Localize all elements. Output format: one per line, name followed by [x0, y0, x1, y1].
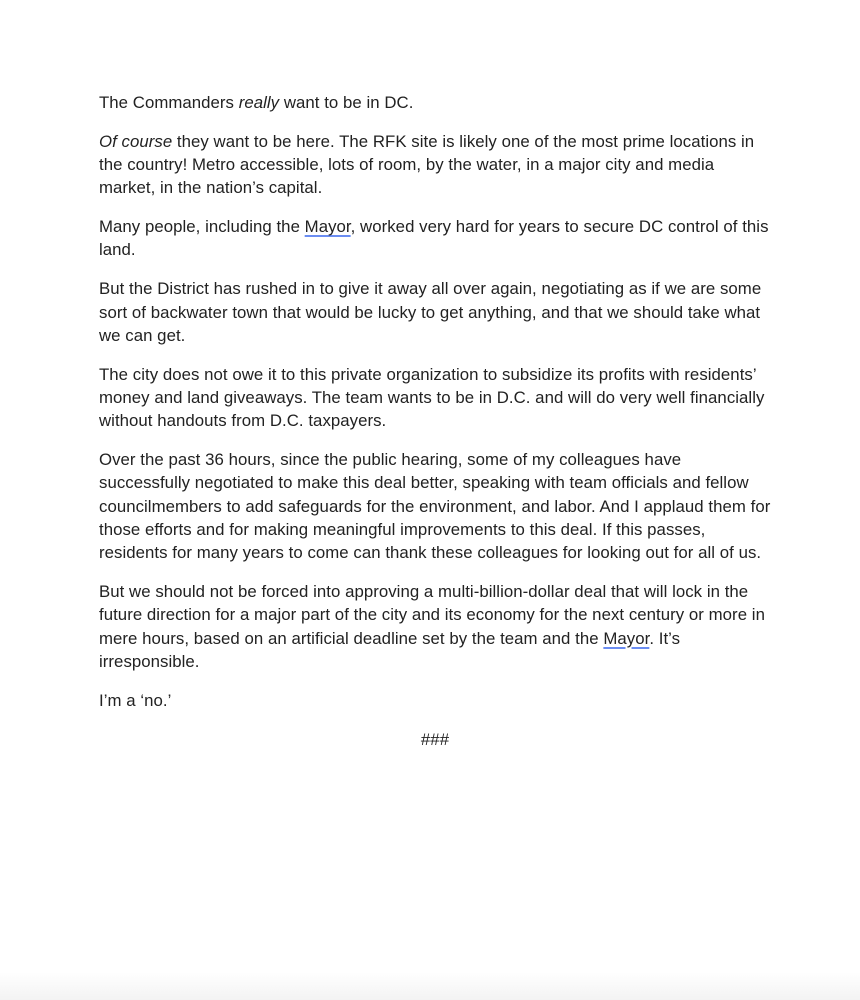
paragraph-6: Over the past 36 hours, since the public hearing, some of my colleagues have successfully negotiated to make this deal better, speaking with team officials and fellow councilmembers to add safeguards for the environment, and labor. And I applaud them for those efforts and for making meaningful improvements to this deal. If this passes, residents for many years to come can thank these colleagues for looking out for all of us.	[99, 450, 771, 563]
paragraph-2-text: they want to be here. The RFK site is likely one of the most prime locations in the country! Metro accessible, lots of room, by the water, in a major city and media market, in the nation’s capital.	[99, 131, 755, 198]
spellcheck-flagged-word[interactable]: Mayor	[304, 217, 351, 237]
page-bottom-shadow	[0, 972, 860, 1000]
paragraph-7	[99, 580, 771, 673]
paragraph-8: I’m a ‘no.’	[99, 690, 172, 710]
paragraph-1	[99, 91, 771, 114]
paragraph-5: The city does not owe it to this private organization to subsidize its profits with residents’ money and land giveaways. The team wants to be in D.C. and will do very well financially without handouts from D.C. taxpayers.	[99, 364, 765, 431]
end-mark: ###	[420, 729, 450, 749]
paragraph-7-start: But we should not be forced into approving a multi-billion-dollar deal that will lock in the future direction for a major part of the city and its economy for the next century or more in mere hours, based on an artificial deadline set by the team and the	[99, 582, 765, 648]
paragraph-3-end: , worked very hard for years to secure DC control of this land.	[99, 217, 769, 260]
paragraph-1-start: The Commanders	[99, 93, 239, 112]
emphasis-of-course: Of course	[99, 131, 173, 151]
paragraph-3-start: Many people, including the	[99, 217, 305, 237]
paragraph-4: But the District has rushed in to give it away all over again, negotiating as if we are some sort of backwater town that would be lucky to get anything, and that we should take what we can get.	[99, 279, 762, 345]
paragraph-2	[99, 130, 771, 200]
paragraph-7-end: . It’s irresponsible.	[99, 628, 681, 671]
document-body	[99, 91, 771, 766]
paragraph-1-end: want to be in DC.	[279, 93, 414, 112]
emphasis-really: really	[238, 93, 280, 112]
spellcheck-flagged-word[interactable]: Mayor	[603, 628, 650, 648]
paragraph-3	[99, 215, 771, 262]
